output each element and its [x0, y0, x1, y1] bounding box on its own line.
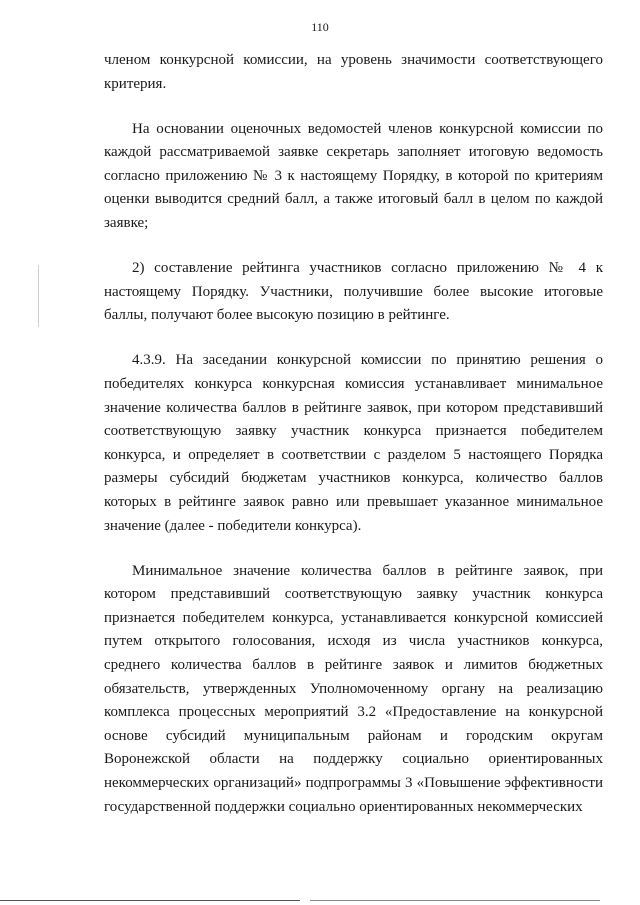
paragraph-continuation: членом конкурсной комиссии, на уровень значимости соответствующего критерия.: [104, 52, 603, 92]
paragraph-rating: 2) составление рейтинга участников согласно приложению № 4 к настоящему Порядку. Участники, получившие более высокие итоговые баллы, получают более высокую позицию в рейтинге.: [104, 260, 603, 324]
margin-mark: [38, 265, 39, 327]
paragraph-4-3-9: 4.3.9. На заседании конкурсной комиссии по принятию решения о победителях конкурса конкурсная комиссия устанавливает минимальное значение количества баллов в рейтинге заявок, при котором представивший соответствующую заявку участник конкурса признается победителем конкурса, и определяет в соответствии с разделом 5 настоящего Порядка размеры субсидий бюджетам участников конкурса, количество баллов которых в рейтинге заявок равно или превышает указанное минимальное значение (далее - победители конкурса).: [104, 352, 603, 534]
footer-line-left: [0, 900, 300, 901]
paragraph-summary-sheet: На основании оценочных ведомостей членов конкурсной комиссии по каждой рассматриваемой заявке секретарь заполняет итоговую ведомость согласно приложению № 3 к настоящему Порядку, в которой по критериям оценки выводится средний балл, а также итоговый балл в целом по каждой заявке;: [104, 120, 603, 232]
paragraph-minimum-score: Минимальное значение количества баллов в рейтинге заявок, при котором представивший соответствующую заявку участник конкурса признается победителем конкурса, устанавливается конкурсной комиссией путем открытого голосования, исходя из числа участников конкурса, среднего количества баллов в рейтинге заявок и лимитов бюджетных обязательств, утвержденных Уполномоченному органу на реализацию комплекса процессных мероприятий 3.2 «Предоставление на конкурсной основе субсидий муниципальным районам и городским округам Воронежской области на поддержку социально ориентированных некоммерческих организаций» подпрограммы 3 «Повышение эффективности государственной поддержки социально ориентированных некоммерческих: [104, 562, 603, 815]
page-number: 110: [311, 20, 329, 34]
document-body: [104, 49, 603, 841]
footer-line-right: [310, 900, 600, 901]
